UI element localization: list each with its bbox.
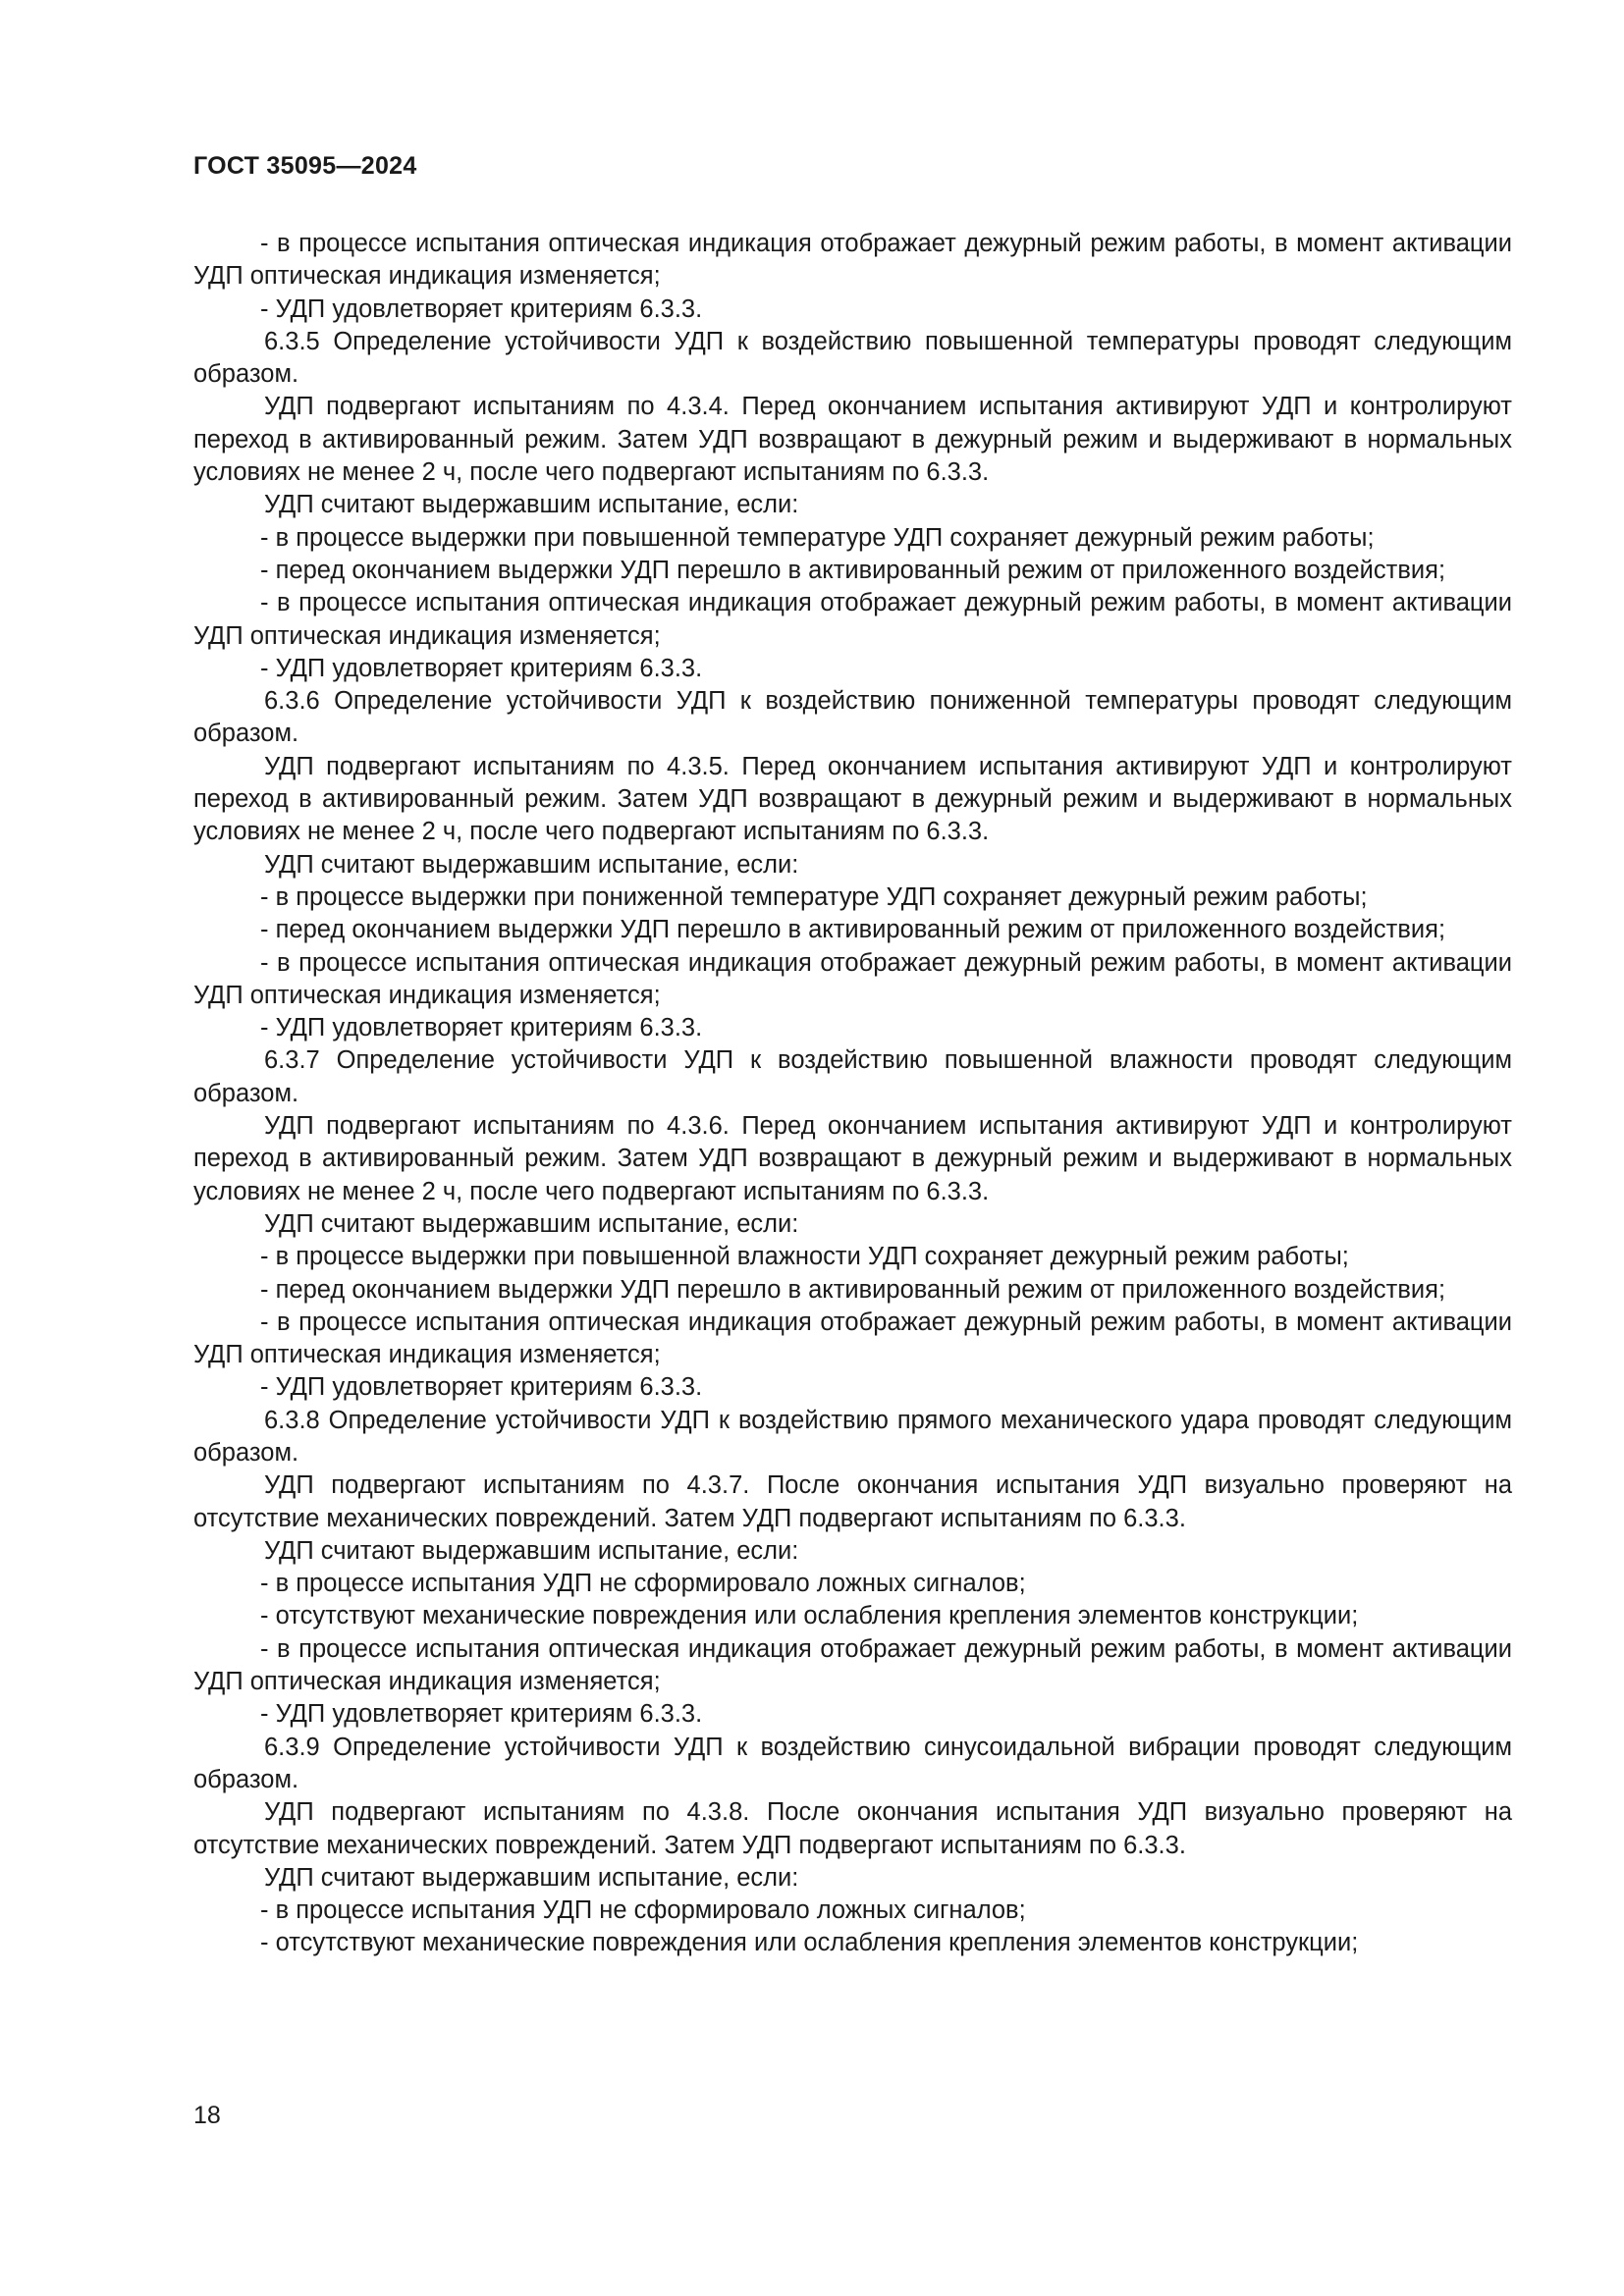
document-body <box>193 228 1512 1960</box>
list-item: - в процессе выдержки при повышенной температуре УДП сохраняет дежурный режим работы; <box>260 523 1375 552</box>
list-item: - УДП удовлетворяет критериям 6.3.3. <box>260 1014 703 1042</box>
paragraph: УДП подвергают испытаниям по 4.3.4. Перед окончанием испытания активируют УДП и контролируют переход в активированный режим. Затем УДП возвращают в дежурный режим и выдерживают в нормальных условиях не менее 2 ч, после чего подвергают испытаниям по 6.3.3. <box>193 393 1512 487</box>
list-item: - в процессе испытания оптическая индикация отображает дежурный режим работы, в момент активации УДП оптическая индикация изменяется; <box>193 1308 1512 1369</box>
list-item: - в процессе испытания оптическая индикация отображает дежурный режим работы, в момент активации УДП оптическая индикация изменяется; <box>193 1634 1512 1696</box>
list-item: - в процессе испытания УДП не сформировало ложных сигналов; <box>260 1896 1026 1925</box>
paragraph: УДП подвергают испытаниям по 4.3.7. После окончания испытания УДП визуально проверяют на отсутствие механических повреждений. Затем УДП подвергают испытаниям по 6.3.3. <box>193 1471 1512 1532</box>
paragraph: УДП подвергают испытаниям по 4.3.6. Перед окончанием испытания активируют УДП и контролируют переход в активированный режим. Затем УДП возвращают в дежурный режим и выдерживают в нормальных условиях не менее 2 ч, после чего подвергают испытаниям по 6.3.3. <box>193 1112 1512 1205</box>
list-item: - перед окончанием выдержки УДП перешло в активированный режим от приложенного воздействия; <box>260 556 1446 584</box>
paragraph: - УДП удовлетворяет критериям 6.3.3. <box>260 294 703 323</box>
list-item: - отсутствуют механические повреждения или ослабления крепления элементов конструкции; <box>260 1929 1359 1957</box>
list-item: - в процессе выдержки при повышенной влажности УДП сохраняет дежурный режим работы; <box>260 1243 1349 1271</box>
document-header: ГОСТ 35095—2024 <box>193 152 417 180</box>
list-item: - в процессе испытания оптическая индикация отображает дежурный режим работы, в момент активации УДП оптическая индикация изменяется; <box>193 589 1512 650</box>
list-item: - в процессе испытания оптическая индикация отображает дежурный режим работы, в момент активации УДП оптическая индикация изменяется; <box>193 948 1512 1009</box>
section-heading-6-3-8: 6.3.8 Определение устойчивости УДП к воздействию прямого механического удара проводят следующим образом. <box>193 1406 1512 1467</box>
section-heading-6-3-5: 6.3.5 Определение устойчивости УДП к воздействию повышенной температуры проводят следующим образом. <box>193 327 1512 389</box>
paragraph: УДП считают выдержавшим испытание, если: <box>264 1209 799 1238</box>
paragraph: - в процессе испытания оптическая индикация отображает дежурный режим работы, в момент активации УДП оптическая индикация изменяется; <box>193 230 1512 291</box>
list-item: - в процессе испытания УДП не сформировало ложных сигналов; <box>260 1570 1026 1598</box>
section-heading-6-3-7: 6.3.7 Определение устойчивости УДП к воздействию повышенной влажности проводят следующим образом. <box>193 1046 1512 1107</box>
page-number: 18 <box>193 2102 221 2129</box>
section-heading-6-3-9: 6.3.9 Определение устойчивости УДП к воздействию синусоидальной вибрации проводят следующим образом. <box>193 1733 1512 1793</box>
list-item: - перед окончанием выдержки УДП перешло в активированный режим от приложенного воздействия; <box>260 916 1446 944</box>
list-item: - в процессе выдержки при пониженной температуре УДП сохраняет дежурный режим работы; <box>260 882 1368 911</box>
list-item: - отсутствуют механические повреждения или ослабления крепления элементов конструкции; <box>260 1602 1359 1630</box>
list-item: - УДП удовлетворяет критериям 6.3.3. <box>260 654 703 682</box>
section-heading-6-3-6: 6.3.6 Определение устойчивости УДП к воздействию пониженной температуры проводят следующим образом. <box>193 687 1512 748</box>
paragraph: УДП считают выдержавшим испытание, если: <box>264 491 799 519</box>
paragraph: УДП считают выдержавшим испытание, если: <box>264 1863 799 1892</box>
list-item: - УДП удовлетворяет критериям 6.3.3. <box>260 1700 703 1729</box>
paragraph: УДП считают выдержавшим испытание, если: <box>264 850 799 879</box>
list-item: - УДП удовлетворяет критериям 6.3.3. <box>260 1373 703 1402</box>
paragraph: УДП подвергают испытаниям по 4.3.8. После окончания испытания УДП визуально проверяют на отсутствие механических повреждений. Затем УДП подвергают испытаниям по 6.3.3. <box>193 1798 1512 1859</box>
paragraph: УДП подвергают испытаниям по 4.3.5. Перед окончанием испытания активируют УДП и контролируют переход в активированный режим. Затем УДП возвращают в дежурный режим и выдерживают в нормальных условиях не менее 2 ч, после чего подвергают испытаниям по 6.3.3. <box>193 752 1512 846</box>
list-item: - перед окончанием выдержки УДП перешло в активированный режим от приложенного воздействия; <box>260 1275 1446 1304</box>
paragraph: УДП считают выдержавшим испытание, если: <box>264 1536 799 1565</box>
